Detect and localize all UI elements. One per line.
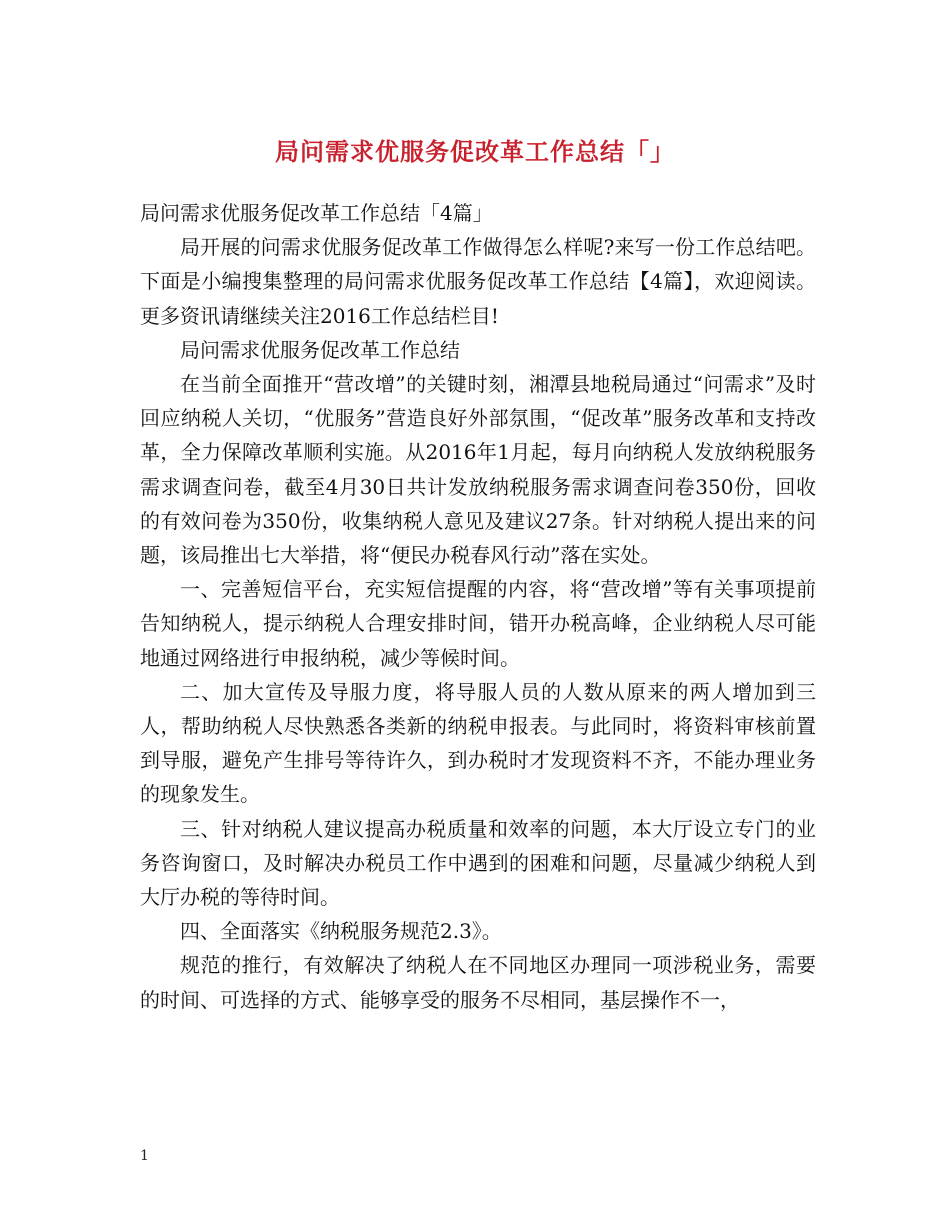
page-number: 1 — [140, 1148, 149, 1164]
document-title: 局问需求优服务促改革工作总结「」 — [275, 137, 675, 166]
paragraph-intro: 局开展的问需求优服务促改革工作做得怎么样呢?来写一份工作总结吧。下面是小编搜集整理的局问需求优服务促改革工作总结【4篇】，欢迎阅读。更多资讯请继续关注2016工作总结栏目! — [140, 235, 816, 328]
paragraph-standard: 规范的推行，有效解决了纳税人在不同地区办理同一项涉税业务，需要的时间、可选择的方式、能够享受的服务不尽相同，基层操作不一， — [140, 953, 816, 1012]
paragraph-measure-2: 二、加大宣传及导服力度，将导服人员的人数从原来的两人增加到三人，帮助纳税人尽快熟悉各类新的纳税申报表。与此同时，将资料审核前置到导服，避免产生排号等待许久，到办税时才发现资料不齐，不能办理业务的现象发生。 — [140, 679, 816, 807]
paragraph-measure-4: 四、全面落实《纳税服务规范2.3》。 — [180, 919, 502, 944]
paragraph-background: 在当前全面推开“营改增”的关键时刻，湘潭县地税局通过“问需求”及时回应纳税人关切，“优服务”营造良好外部氛围，“促改革”服务改革和支持改革，全力保障改革顺利实施。从2016年1月起，每月向纳税人发放纳税服务需求调查问卷，截至4月30日共计发放纳税服务需求调查问卷350份，回收的有效问卷为350份，收集纳税人意见及建议27条。针对纳税人提出来的问题，该局推出七大举措，将“便民办税春风行动”落在实处。 — [140, 372, 816, 568]
paragraph-section-heading: 局问需求优服务促改革工作总结 — [180, 337, 460, 362]
paragraph-measure-1: 一、完善短信平台，充实短信提醒的内容，将“营改增”等有关事项提前告知纳税人，提示纳税人合理安排时间，错开办税高峰，企业纳税人尽可能地通过网络进行申报纳税，减少等候时间。 — [140, 577, 816, 670]
paragraph-measure-3: 三、针对纳税人建议提高办税质量和效率的问题，本大厅设立专门的业务咨询窗口，及时解决办税员工作中遇到的困难和问题，尽量减少纳税人到大厅办税的等待时间。 — [140, 816, 816, 910]
paragraph-subtitle: 局问需求优服务促改革工作总结「4篇」 — [140, 201, 493, 225]
document-body — [140, 196, 816, 1017]
